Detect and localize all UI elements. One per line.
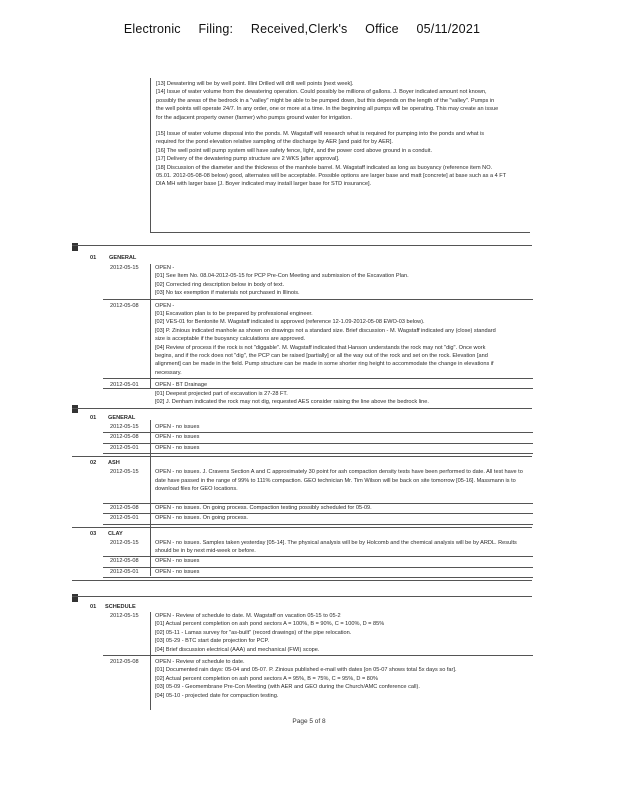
row-date: 2012-05-01 bbox=[110, 568, 139, 575]
filing-header bbox=[0, 22, 618, 36]
entry-line: OPEN - Review of schedule to date. bbox=[155, 659, 245, 665]
group-title: GENERAL bbox=[108, 415, 136, 421]
row-text: OPEN - no issues bbox=[155, 434, 200, 441]
page-number: Page 5 of 8 bbox=[292, 718, 326, 725]
entry-line: [04] Review of process if the rock is not "diggable". M. Wagstaff indicated that Hanson understands the rock may not "dig". Once work bbox=[155, 344, 486, 351]
row-text: OPEN - no issues. Samples taken yesterday [05-14]. The physical analysis will be by Holcomb and the chemical analysis will be by ARDL. Results should be in by next mid-week or before. bbox=[155, 539, 517, 554]
entry-line: [03] P. Zinious indicated manhole as shown on drawings not a standard size. Brief discussion - M. Wagstaff indicated any (close) standard bbox=[155, 327, 496, 334]
entry-line: OPEN - BT Drainage bbox=[155, 382, 208, 389]
entry-line: necessary. bbox=[155, 369, 182, 376]
row-date: 2012-05-08 bbox=[110, 434, 139, 441]
entry-line: [03] 05-29 - BTC start date projection for PCP. bbox=[155, 638, 270, 645]
text-line: for the adjacent property owner (farmer) who pumps ground water for irrigation. bbox=[156, 114, 352, 121]
text-line: [13] Dewatering will be by well point. Illini Drilled will drill well points [next week]. bbox=[156, 81, 354, 87]
group-num: 01 bbox=[90, 415, 97, 421]
section1-border bbox=[150, 264, 151, 388]
entry-line: begins, and if the rock does not "dig", the PCP can be raised [partially] or all the way out of the rock and set on the rock. Elevation [and bbox=[155, 353, 488, 359]
text-line: possibly the areas of the bedrock in a "valley" might be able to be pumped down, but this depends on the length of the "valley". Pumps in bbox=[156, 97, 495, 104]
row-date: 2012-05-01 bbox=[110, 515, 139, 522]
row-text: OPEN - no issues bbox=[155, 424, 200, 430]
entry-line: [01] See Item No. 08.04-2012-05-15 for PCP Pre-Con Meeting and submission of the Excavation Plan. bbox=[155, 273, 409, 280]
section3-title: SCHEDULE bbox=[105, 604, 136, 610]
row-rule bbox=[103, 524, 533, 525]
section3-border bbox=[150, 612, 151, 710]
entry-line: OPEN - bbox=[155, 302, 175, 309]
entry-line: alignment] can be made in the field. Pump structure can be made in some shorter ring height to accommodate the change in elevations if bbox=[155, 361, 494, 368]
entry-line: [04] Brief discussion electrical (AAA) and mechanical (FWI) scope. bbox=[155, 646, 320, 653]
text-line: required for the pond elevation relative sampling of the discharge by AER [and paid for by AER]. bbox=[156, 139, 393, 146]
row-date: 2012-05-15 bbox=[110, 469, 139, 476]
top-block-border bbox=[150, 78, 151, 232]
entry-line: [03] No tax exemption if materials not purchased in Illinois. bbox=[155, 290, 300, 297]
header-received: Received,Clerk's bbox=[250, 22, 348, 36]
group-rule bbox=[72, 580, 532, 581]
entry-line: size is acceptable if the buoyancy calculations are approved. bbox=[155, 336, 306, 343]
row-date: 2012-05-01 bbox=[110, 444, 139, 451]
text-line: the well points will operate 24/7. In any order, one or more at a time. In the beginning all pumps will be operating. This may create an issue bbox=[156, 106, 499, 113]
row-date: 2012-05-15 bbox=[110, 539, 139, 546]
entry-rule bbox=[103, 299, 533, 300]
entry-line: [04] 05-10 - projected date for compaction testing. bbox=[155, 692, 279, 699]
section-marker bbox=[72, 405, 78, 413]
entry-line: [02] VES-01 for Bentonite M. Wagstaff indicated is approved (reference 12-1.09-2012-05-08 EWO-03 below). bbox=[155, 319, 425, 326]
section2-top-rule bbox=[72, 408, 532, 409]
row-text: OPEN - no issues bbox=[155, 558, 200, 565]
text-line: [17] Delivery of the dewatering pump structure are 2 WKS [after approval]. bbox=[156, 156, 340, 163]
group-title: CLAY bbox=[108, 530, 123, 537]
text-line: [15] Issue of water volume disposal into the ponds. M. Wagstaff will research what is required for pumping into the ponds and what is bbox=[156, 131, 485, 137]
entry-line: [02] Corrected ring description below in body of text. bbox=[155, 281, 285, 288]
header-office: Office bbox=[365, 22, 399, 36]
row-date: 2012-05-15 bbox=[110, 424, 139, 430]
text-line: [14] Issue of water volume from the dewatering operation. Could possibly be millions of gallons. J. Boyer indicated amount not known, bbox=[156, 89, 487, 96]
entry-line: OPEN - Review of schedule to date. M. Wagstaff on vacation 05-15 to 05-2 bbox=[155, 613, 341, 619]
header-date: 05/11/2021 bbox=[416, 22, 481, 36]
section1-top-rule bbox=[72, 245, 532, 246]
text-line: DIA MH with larger base [J. Boyer indicated may install larger base for STD insurance]. bbox=[156, 181, 372, 188]
section1-num: 01 bbox=[90, 255, 97, 261]
row-text: OPEN - no issues bbox=[155, 444, 200, 451]
row-rule bbox=[103, 453, 533, 454]
group-rule bbox=[72, 456, 532, 457]
entry-line: [01] Excavation plan is to be prepared by professional engineer. bbox=[155, 311, 313, 317]
entry-date: 2012-05-01 bbox=[110, 382, 139, 389]
entry-line: [01] Actual percent completion on ash pond sectors A = 100%, B = 90%, C = 100%, D = 85% bbox=[155, 621, 385, 628]
entry-line: [02] 05-11 - Lamas survey for "as-built" (record drawings) of the pipe relocation. bbox=[155, 629, 352, 636]
row-date: 2012-05-08 bbox=[110, 504, 139, 511]
row-text: OPEN - no issues bbox=[155, 568, 200, 575]
entry-rule bbox=[103, 378, 533, 379]
text-line: [18] Discussion of the diameter and the thickness of the manhole barrel. M. Wagstaff indicated as long as buoyancy (reference item NO. bbox=[156, 164, 493, 171]
row-text: OPEN - no issues. On going process. Compaction testing possibly scheduled for 05-09. bbox=[155, 504, 372, 511]
entry-line: [02] Actual percent completion on ash pond sectors A = 95%, B = 75%, C = 95%, D = 80% bbox=[155, 675, 378, 682]
entry-line: [02] J. Denham indicated the rock may not dig, requested AES consider raising the line above the bedrock line. bbox=[155, 399, 429, 405]
section1-title: GENERAL bbox=[109, 255, 137, 261]
entry-line: [01] Deepest projected part of excavation is 27-28 FT. bbox=[155, 390, 288, 397]
header-electronic: Electronic bbox=[123, 22, 181, 36]
group-num: 02 bbox=[90, 460, 97, 467]
header-filing: Filing: bbox=[198, 22, 234, 36]
group-rule bbox=[72, 527, 532, 528]
entry-rule bbox=[103, 655, 533, 656]
top-block-rule bbox=[150, 232, 530, 233]
entry-date: 2012-05-08 bbox=[110, 302, 139, 309]
row-rule bbox=[103, 577, 533, 578]
row-text: OPEN - no issues. On going process. bbox=[155, 515, 248, 522]
text-line: 05.01. 2012-05-08-08 below) good, alternates will be acceptable. Possible options are larger base and matt [concrete] at base such as a 4 FT bbox=[156, 173, 507, 179]
row-date: 2012-05-08 bbox=[110, 558, 139, 565]
group-num: 03 bbox=[90, 530, 97, 537]
group-title: ASH bbox=[108, 460, 120, 467]
entry-line: [01] Documented rain days: 05-04 and 05-07. P. Zinious published e-mail with dates [on 05-07 shows total 5x days so far]. bbox=[155, 667, 457, 674]
entry-line: [03] 05-09 - Geomembrane Pre-Con Meeting (with AER and GEO during the Church/AMC conference call). bbox=[155, 684, 420, 691]
section3-top-rule bbox=[72, 596, 532, 597]
entry-date: 2012-05-15 bbox=[110, 265, 139, 271]
section3-num: 01 bbox=[90, 604, 97, 610]
row-text: OPEN - no issues. J. Cravens Section A and C approximately 30 point for ash compaction density tests have been performed to date. All test have to date have passed in the range of 99% to 111% compaction. GEO technician Mr. Tim Wilson will be back on site tomorrow [05-16]. Massmann is to download files for GEO locations. bbox=[155, 469, 523, 492]
entry-date: 2012-05-15 bbox=[110, 613, 139, 619]
entry-date: 2012-05-08 bbox=[110, 659, 139, 665]
text-line: [16] The well point will pump system will have safety fence, light, and the power cord above ground in a conduit. bbox=[156, 147, 433, 154]
entry-line: OPEN - bbox=[155, 265, 175, 271]
